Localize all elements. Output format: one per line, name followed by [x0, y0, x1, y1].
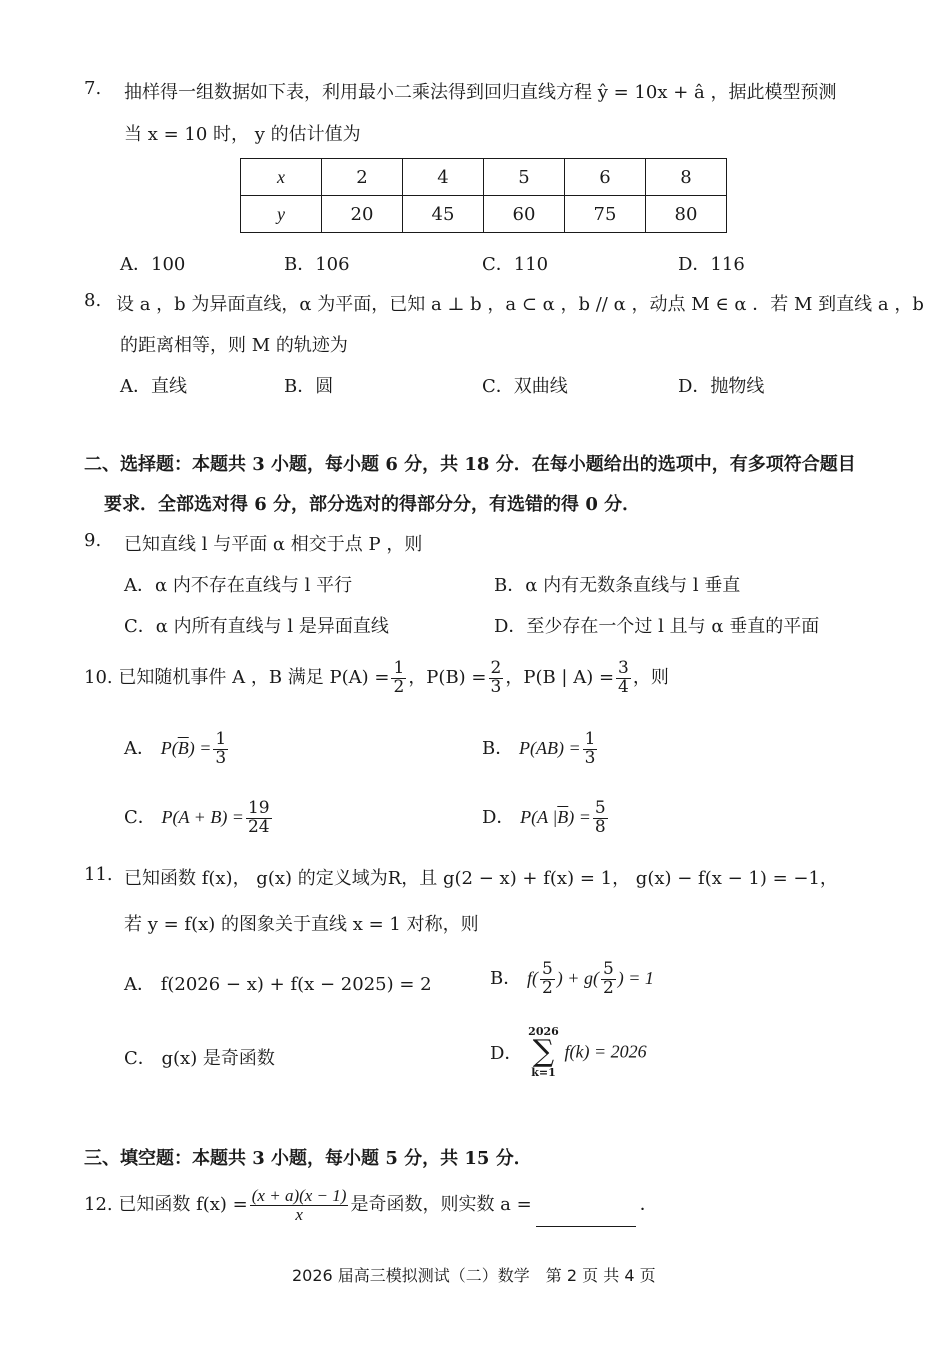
fraction-denominator: 3 — [584, 747, 596, 768]
fraction-denominator: x — [295, 1204, 303, 1224]
sigma-symbol: ∑ — [532, 1034, 555, 1069]
fraction-denominator: 2 — [602, 977, 614, 998]
q12-stem-prefix: 已知函数 f(x) = — [118, 1194, 248, 1215]
table-row-x — [241, 159, 727, 196]
q10-pb-label: ，P(B) = — [408, 667, 487, 688]
fraction-denominator: 2 — [393, 676, 405, 697]
section2-heading-line2: 要求．全部选对得 6 分，部分选对的得部分分，有选错的得 0 分． — [104, 494, 641, 515]
fraction-numerator: 3 — [618, 657, 629, 678]
table-cell: 8 — [646, 159, 727, 196]
q10-pba-fraction — [616, 657, 631, 697]
table-cell: 45 — [403, 196, 484, 233]
q12-end: ． — [639, 1194, 658, 1215]
option-expr: f(k) = 2026 — [564, 1041, 647, 1062]
option-expr: P( — [160, 738, 178, 758]
q10-stem-prefix: 已知随机事件 A ，B 满足 — [118, 667, 324, 688]
table-cell: 60 — [484, 196, 565, 233]
option-expr: P(A + B) = — [161, 807, 244, 827]
q8-option-d: D．抛物线 — [678, 376, 765, 397]
option-expr: ) = — [188, 738, 212, 758]
q7-number: 7. — [84, 78, 102, 99]
q11-option-a: A． f(2026 − x) + f(x − 2025) = 2 — [124, 974, 432, 995]
q10-option-a-fraction — [213, 728, 228, 768]
q8-stem-line1: 设 a ，b 为异面直线，α 为平面，已知 a ⊥ b ，a ⊂ α ，b // α ，动点 M ∈ α ．若 M 到直线 a ，b — [116, 294, 924, 315]
q7-stem-line2: 当 x = 10 时， y 的估计值为 — [124, 124, 361, 145]
section3-heading: 三、填空题：本题共 3 小题，每小题 5 分，共 15 分． — [84, 1148, 532, 1169]
option-expr: ) = — [568, 807, 591, 827]
table-cell: 4 — [403, 159, 484, 196]
fraction-numerator: (x + a)(x − 1) — [251, 1185, 347, 1205]
fraction-numerator: 1 — [215, 728, 227, 749]
q9-option-a: A．α 内不存在直线与 l 平行 — [124, 575, 353, 596]
q11-stem-line2: 若 y = f(x) 的图象关于直线 x = 1 对称，则 — [124, 914, 479, 935]
q10-option-b-fraction — [583, 728, 598, 768]
table-cell: y — [241, 196, 322, 233]
q9-number: 9. — [84, 530, 102, 551]
summation-sign — [528, 1026, 559, 1078]
option-expr: $\overline{B}$ — [557, 807, 569, 827]
option-label: B． — [490, 968, 522, 989]
table-cell: x — [241, 159, 322, 196]
q10-number: 10. — [84, 667, 113, 688]
q10-pb-fraction — [489, 657, 504, 697]
q12-stem — [84, 1183, 658, 1227]
table-row-y — [241, 196, 727, 233]
q11-option-b-fraction-2 — [601, 958, 616, 998]
fraction-numerator: 1 — [584, 728, 596, 749]
q8-stem-line2: 的距离相等，则 M 的轨迹为 — [120, 335, 348, 356]
q11-number: 11. — [84, 864, 113, 885]
q7-data-table — [240, 158, 727, 233]
fraction-numerator: 5 — [594, 797, 606, 818]
q7-option-b: B．106 — [284, 254, 350, 275]
q11-option-b-fraction-1 — [540, 958, 555, 998]
q9-option-c: C．α 内所有直线与 l 是异面直线 — [124, 616, 389, 637]
q11-option-b — [490, 956, 654, 1001]
fraction-denominator: 2 — [541, 977, 553, 998]
option-label: B． — [482, 738, 514, 759]
q10-option-c-fraction — [246, 797, 272, 837]
sum-upper-limit: 2026 — [528, 1025, 559, 1038]
fraction-numerator: 1 — [393, 657, 405, 678]
q11-option-d — [490, 1026, 647, 1078]
answer-blank[interactable] — [536, 1208, 636, 1227]
q9-stem: 已知直线 l 与平面 α 相交于点 P ，则 — [124, 534, 423, 555]
option-expr: f( — [526, 968, 538, 988]
table-cell: 6 — [565, 159, 646, 196]
fraction-numerator: 5 — [541, 958, 553, 979]
q10-option-c — [124, 795, 274, 840]
q9-option-b: B．α 内有无数条直线与 l 垂直 — [494, 575, 741, 596]
option-expr: P(A | — [520, 807, 558, 827]
q9-option-d: D．至少存在一个过 l 且与 α 垂直的平面 — [494, 616, 820, 637]
option-label: C． — [124, 807, 156, 828]
q12-stem-suffix: 是奇函数，则实数 a = — [350, 1194, 532, 1215]
option-expr: P(AB) = — [518, 738, 581, 758]
q10-stem — [84, 656, 669, 700]
table-cell: 75 — [565, 196, 646, 233]
table-cell: 2 — [322, 159, 403, 196]
section2-heading-line1: 二、选择题：本题共 3 小题，每小题 6 分，共 18 分．在每小题给出的选项中，有多项符合题目 — [84, 454, 856, 475]
option-expr: $\overline{B}$ — [177, 738, 189, 758]
fraction-denominator: 3 — [215, 747, 227, 768]
q7-stem-line1: 抽样得一组数据如下表，利用最小二乘法得到回归直线方程 ŷ = 10x + â ，据此模型预测 — [124, 82, 837, 103]
q8-option-b: B．圆 — [284, 376, 334, 397]
q8-option-c: C．双曲线 — [482, 376, 568, 397]
fraction-numerator: 5 — [602, 958, 614, 979]
sum-lower-limit: k=1 — [531, 1066, 556, 1079]
page-footer: 2026 届高三模拟测试（二）数学 第 2 页 共 4 页 — [292, 1266, 656, 1285]
q7-option-c: C．110 — [482, 254, 549, 275]
q12-fraction — [250, 1187, 349, 1224]
table-cell: 20 — [322, 196, 403, 233]
option-label: D． — [482, 807, 515, 828]
q10-option-d — [482, 795, 610, 840]
q7-option-a: A．100 — [120, 254, 186, 275]
q10-option-a — [124, 726, 230, 771]
fraction-numerator: 2 — [490, 657, 502, 678]
option-label: A． — [124, 738, 155, 759]
q10-option-b — [482, 726, 599, 771]
fraction-numerator: 19 — [247, 797, 270, 818]
q12-number: 12. — [84, 1194, 113, 1215]
q10-pa-fraction — [391, 657, 406, 697]
q10-pa-label: P(A) = — [329, 667, 390, 688]
option-label: D． — [490, 1043, 523, 1064]
fraction-denominator: 3 — [490, 676, 502, 697]
option-expr: ) + g( — [556, 968, 599, 988]
q11-stem-line1: 已知函数 f(x)， g(x) 的定义域为R，且 g(2 − x) + f(x) = 1， g(x) − f(x − 1) = −1， — [124, 868, 838, 889]
q11-option-c: C． g(x) 是奇函数 — [124, 1048, 275, 1069]
fraction-denominator: 4 — [618, 676, 629, 697]
q7-option-d: D．116 — [678, 254, 745, 275]
fraction-denominator: 8 — [594, 816, 606, 837]
q8-number: 8. — [84, 290, 102, 311]
table-cell: 5 — [484, 159, 565, 196]
option-expr: ) = 1 — [617, 968, 654, 988]
q10-stem-suffix: ，则 — [632, 667, 669, 688]
q10-option-d-fraction — [593, 797, 608, 837]
q8-option-a: A．直线 — [120, 376, 187, 397]
q10-pba-label: ，P(B | A) = — [505, 667, 615, 688]
fraction-denominator: 24 — [247, 816, 270, 837]
table-cell: 80 — [646, 196, 727, 233]
